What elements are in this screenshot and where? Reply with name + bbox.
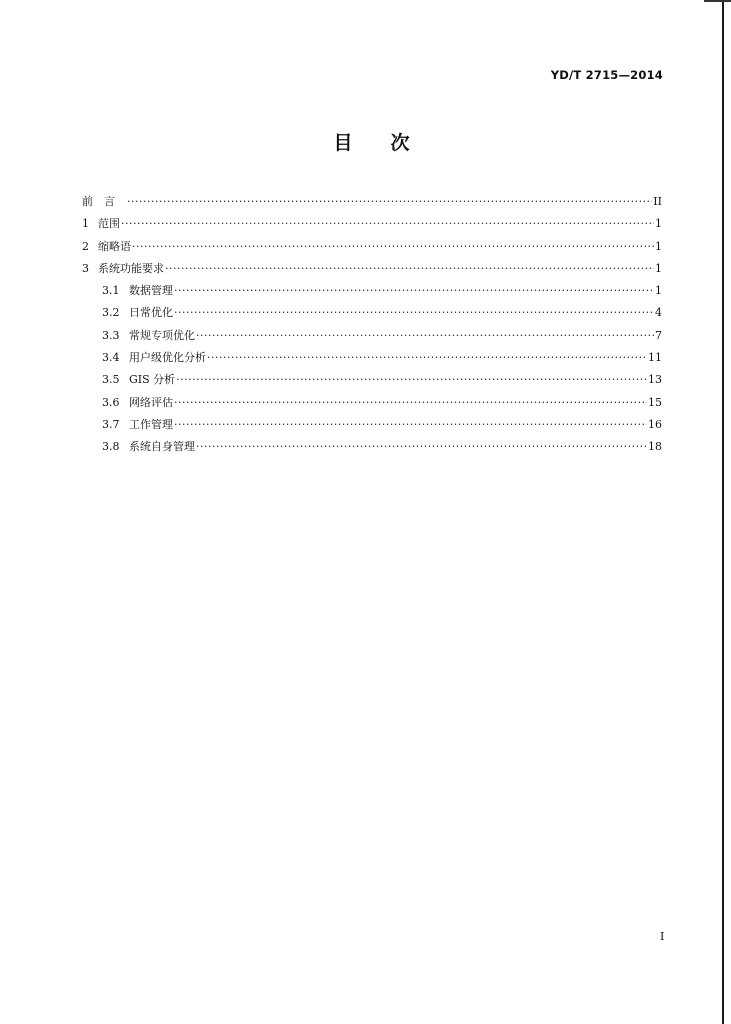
- toc-entry-1[interactable]: [82, 213, 662, 235]
- toc-entry-label: 前言: [82, 195, 126, 208]
- toc-entry-page: 1: [655, 239, 662, 253]
- toc-entry-label: 用户级优化分析: [129, 351, 206, 365]
- page-number: I: [660, 930, 665, 943]
- toc-entry-page: 1: [655, 217, 662, 231]
- toc-entry-number: 3.2: [102, 306, 120, 320]
- toc-entry-number: 1: [82, 217, 89, 231]
- toc-entry-label: 系统功能要求: [98, 261, 164, 275]
- toc-entry-number: 3.3: [102, 328, 120, 342]
- toc-entry-label: 工作管理: [129, 417, 173, 431]
- leader-dots: [174, 392, 647, 414]
- toc-entry-page: 1: [655, 261, 662, 275]
- scan-corner-mark: [704, 0, 731, 2]
- toc-entry-number: 3.8: [102, 440, 120, 454]
- toc-entry-3-1[interactable]: [82, 280, 662, 302]
- toc-entry-page: 15: [648, 395, 662, 409]
- toc-entry-number: 3.5: [102, 373, 120, 387]
- toc-entry-number: 3: [82, 261, 89, 275]
- document-code: YD/T 2715—2014: [550, 68, 663, 82]
- toc-entry-label: 范围: [98, 217, 120, 231]
- leader-dots: [196, 325, 654, 347]
- toc-entry-label: 系统自身管理: [129, 440, 195, 454]
- toc-entry-page: 16: [648, 417, 662, 431]
- toc-entry-page: 11: [648, 351, 662, 365]
- leader-dots: [121, 213, 654, 235]
- toc-entry-number: 3.4: [102, 351, 120, 365]
- toc-entry-label: 日常优化: [129, 306, 173, 320]
- toc-entry-2[interactable]: [82, 236, 662, 258]
- toc-entry-3-7[interactable]: [82, 414, 662, 436]
- toc-entry-3-5[interactable]: [82, 369, 662, 391]
- toc-entry-page: 1: [655, 284, 662, 298]
- toc-entry-label: 常规专项优化: [129, 328, 195, 342]
- toc-entry-3-2[interactable]: [82, 302, 662, 324]
- leader-dots: [165, 258, 654, 280]
- title-char-1: 目: [333, 132, 353, 154]
- toc-entry-3-8[interactable]: [82, 436, 662, 458]
- leader-dots: [127, 191, 652, 213]
- toc-entry-page: 4: [655, 306, 662, 320]
- toc-entry-page: 18: [648, 440, 662, 454]
- toc-entry-3[interactable]: [82, 258, 662, 280]
- toc-entry-page: 7: [655, 328, 662, 342]
- toc-entry-number: 3.7: [102, 417, 120, 431]
- toc-entry-page: 13: [648, 373, 662, 387]
- toc-entry-page: II: [653, 195, 662, 208]
- leader-dots: [196, 436, 647, 458]
- title-char-2: 次: [390, 132, 410, 154]
- toc-entry-3-6[interactable]: [82, 392, 662, 414]
- table-of-contents: [82, 191, 662, 459]
- toc-entry-label: 缩略语: [98, 239, 131, 253]
- toc-entry-foreword[interactable]: [82, 191, 662, 213]
- toc-entry-label: 网络评估: [129, 395, 173, 409]
- toc-entry-number: 3.6: [102, 395, 120, 409]
- leader-dots: [176, 369, 647, 391]
- toc-entry-label: GIS 分析: [129, 373, 176, 387]
- toc-entry-3-4[interactable]: [82, 347, 662, 369]
- toc-entry-number: 3.1: [102, 284, 120, 298]
- leader-dots: [174, 414, 647, 436]
- leader-dots: [174, 302, 654, 324]
- leader-dots: [174, 280, 654, 302]
- page-title: [0, 128, 731, 155]
- toc-entry-3-3[interactable]: [82, 325, 662, 347]
- toc-entry-number: 2: [82, 239, 89, 253]
- leader-dots: [132, 236, 654, 258]
- toc-entry-label: 数据管理: [129, 284, 173, 298]
- leader-dots: [207, 347, 647, 369]
